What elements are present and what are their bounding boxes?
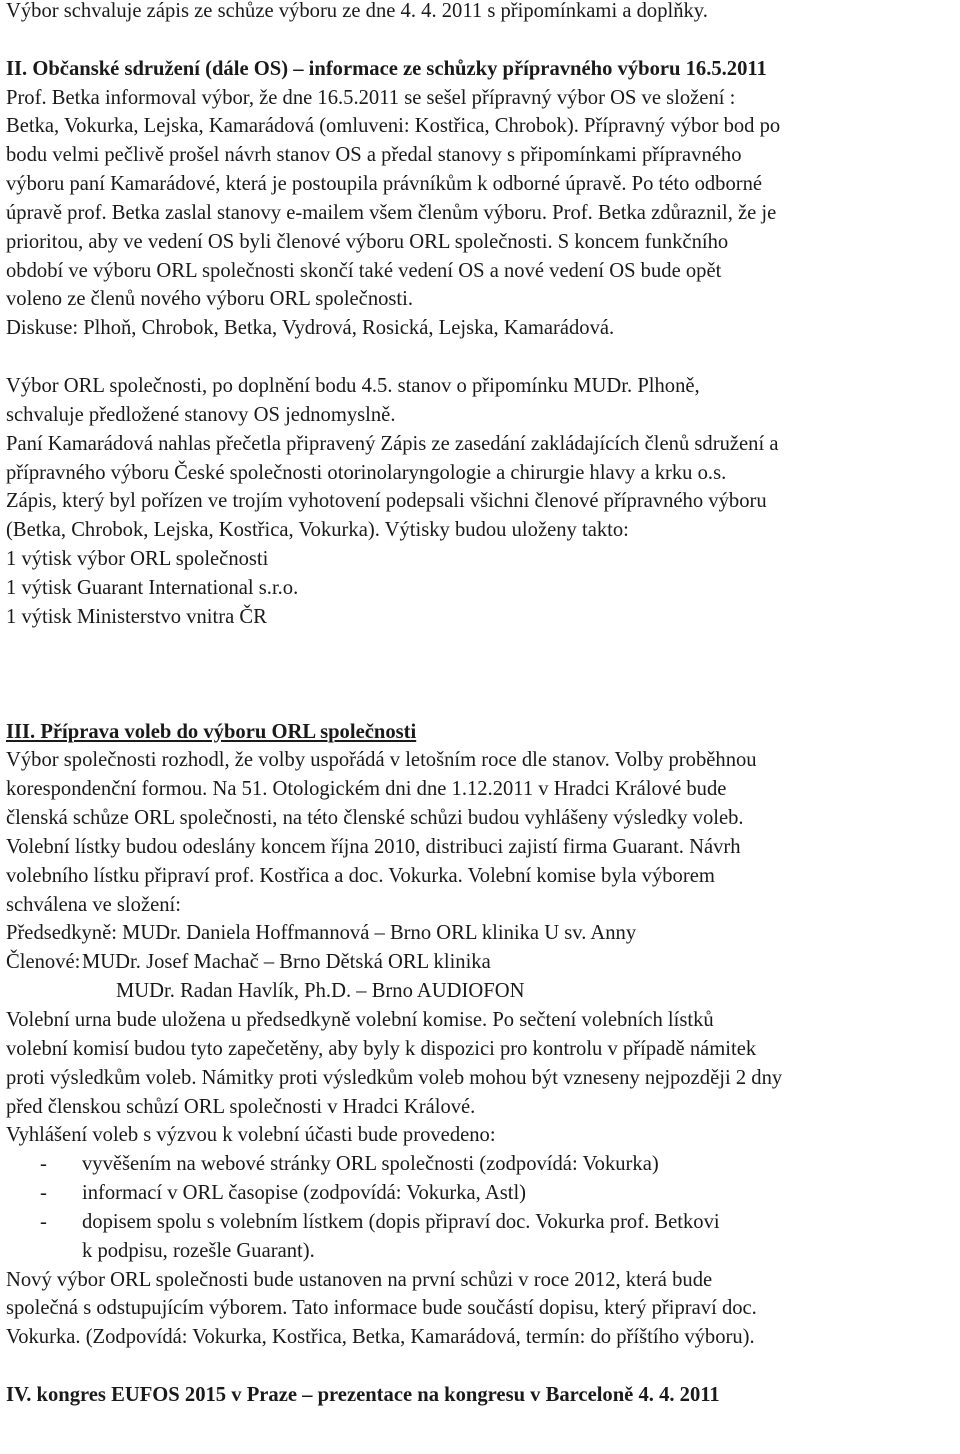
- spacer: [6, 1352, 956, 1381]
- text-line: Paní Kamarádová nahlas přečetla připravený Zápis ze zasedání zakládajících členů sdružení a: [6, 432, 779, 455]
- text-line: před členskou schůzí ORL společnosti v Hradci Králové.: [6, 1095, 476, 1118]
- list-item: [6, 1179, 956, 1208]
- text-line: volební komisí budou tyto zapečetěny, aby byly k dispozici pro kontrolu v případě námitek: [6, 1037, 757, 1060]
- text-line: voleno ze členů nového výboru ORL společnosti.: [6, 288, 414, 311]
- member-2: MUDr. Radan Havlík, Ph.D. – Brno AUDIOFON: [116, 980, 525, 1003]
- members-line: [6, 948, 956, 977]
- text-line: volebního lístku připraví prof. Kostřica a doc. Vokurka. Volební komise byla výborem: [6, 864, 715, 887]
- chairwoman-line: Předsedkyně: MUDr. Daniela Hoffmannová – Brno ORL klinika U sv. Anny: [6, 922, 637, 945]
- text-line: Betka, Vokurka, Lejska, Kamarádová (omluveni: Kostřica, Chrobok). Přípravný výbor bod po: [6, 115, 781, 138]
- list-item-text: vyvěšením na webové stránky ORL společnosti (zodpovídá: Vokurka): [82, 1153, 659, 1176]
- bullet-dash: -: [40, 1210, 47, 1233]
- text-line: Vyhlášení voleb s výzvou k volební účasti bude provedeno:: [6, 1124, 496, 1147]
- discussion-line: Diskuse: Plhoň, Chrobok, Betka, Vydrová, Rosická, Lejska, Kamarádová.: [6, 317, 615, 340]
- members-label: Členové:: [6, 951, 81, 974]
- list-item-text: k podpisu, rozešle Guarant).: [82, 1239, 315, 1262]
- bullet-dash: -: [40, 1182, 47, 1205]
- text-line: Volební lístky budou odeslány koncem října 2010, distribuci zajistí firma Guarant. Návrh: [6, 835, 741, 858]
- text-line: úpravě prof. Betka zaslal stanovy e-mailem všem členům výboru. Prof. Betka zdůraznil, že je: [6, 201, 777, 224]
- list-item-text: dopisem spolu s volebním lístkem (dopis připraví doc. Vokurka prof. Betkovi: [82, 1210, 720, 1233]
- text-line: Zápis, který byl pořízen ve trojím vyhotovení podepsali všichni členové přípravného výboru: [6, 490, 767, 513]
- text-line: Výbor ORL společnosti, po doplnění bodu 4.5. stanov o připomínku MUDr. Plhoně,: [6, 374, 700, 397]
- copy-line: 1 výtisk Ministerstvo vnitra ČR: [6, 605, 267, 628]
- text-line: Vokurka. (Zodpovídá: Vokurka, Kostřica, Betka, Kamarádová, termín: do příštího výboru).: [6, 1326, 755, 1349]
- copy-line: 1 výtisk Guarant International s.r.o.: [6, 576, 299, 599]
- text-line: schvaluje předložené stanovy OS jednomyslně.: [6, 403, 396, 426]
- copy-line: 1 výtisk výbor ORL společnosti: [6, 548, 269, 571]
- section-3-heading: III. Příprava voleb do výboru ORL společnosti: [6, 720, 417, 743]
- text-line: období ve výboru ORL společnosti skončí také vedení OS a nové vedení OS bude opět: [6, 259, 722, 282]
- text-line: prioritou, aby ve vedení OS byli členové výboru ORL společnosti. S koncem funkčního: [6, 230, 729, 253]
- text-line: přípravného výboru České společnosti otorinolaryngologie a chirurgie hlavy a krku o.s.: [6, 461, 727, 484]
- text-line: proti výsledkům voleb. Námitky proti výsledkům voleb mohou být vzneseny nejpozději 2 dny: [6, 1066, 783, 1089]
- bullet-dash: -: [40, 1153, 47, 1176]
- list-item-text: informací v ORL časopise (zodpovídá: Vokurka, Astl): [82, 1182, 527, 1205]
- text-line: Prof. Betka informoval výbor, že dne 16.5.2011 se sešel přípravný výbor OS ve složení :: [6, 86, 736, 109]
- text-line: členská schůze ORL společnosti, na této členské schůzi budou vyhlášeny výsledky voleb.: [6, 807, 744, 830]
- section-2-resolution: [6, 372, 956, 430]
- text-line: bodu velmi pečlivě prošel návrh stanov OS a předal stanovy s připomínkami přípravného: [6, 144, 742, 167]
- section-2-record: [6, 430, 956, 632]
- list-item-continuation: [6, 1237, 956, 1266]
- section-2-body: [6, 84, 956, 344]
- spacer: [6, 26, 956, 55]
- spacer: [6, 632, 956, 718]
- intro-approval: Výbor schvaluje zápis ze schůze výboru ze dne 4. 4. 2011 s připomínkami a doplňky.: [6, 0, 708, 22]
- list-item: [6, 1150, 956, 1179]
- text-line: výboru paní Kamarádové, která je postoupila právníkům k odborné úpravě. Po této odborné: [6, 173, 763, 196]
- members-line: [6, 977, 956, 1006]
- list-item: [6, 1208, 956, 1237]
- announcement-list: [6, 1150, 956, 1265]
- document-page: [6, 0, 956, 1410]
- text-line: Volební urna bude uložena u předsedkyně volební komise. Po sečtení volebních lístků: [6, 1009, 714, 1031]
- section-3-closing: [6, 1266, 956, 1353]
- text-line: Nový výbor ORL společnosti bude ustanoven na první schůzi v roce 2012, která bude: [6, 1268, 713, 1291]
- section-2-heading: II. Občanské sdružení (dále OS) – informace ze schůzky přípravného výboru 16.5.2011: [6, 57, 767, 80]
- section-4-heading: IV. kongres EUFOS 2015 v Praze – prezentace na kongresu v Barceloně 4. 4. 2011: [6, 1383, 720, 1406]
- text-line: korespondenční formou. Na 51. Otologickém dni dne 1.12.2011 v Hradci Králové bude: [6, 778, 727, 801]
- spacer: [6, 343, 956, 372]
- text-line: (Betka, Chrobok, Lejska, Kostřica, Vokurka). Výtisky budou uloženy takto:: [6, 519, 629, 542]
- text-line: Výbor společnosti rozhodl, že volby uspořádá v letošním roce dle stanov. Volby proběhnou: [6, 749, 757, 772]
- section-3-body: [6, 746, 956, 1150]
- text-line: schválena ve složení:: [6, 893, 181, 916]
- member-1: MUDr. Josef Machač – Brno Dětská ORL klinika: [82, 951, 491, 974]
- text-line: společná s odstupujícím výborem. Tato informace bude součástí dopisu, který připraví doc.: [6, 1297, 757, 1320]
